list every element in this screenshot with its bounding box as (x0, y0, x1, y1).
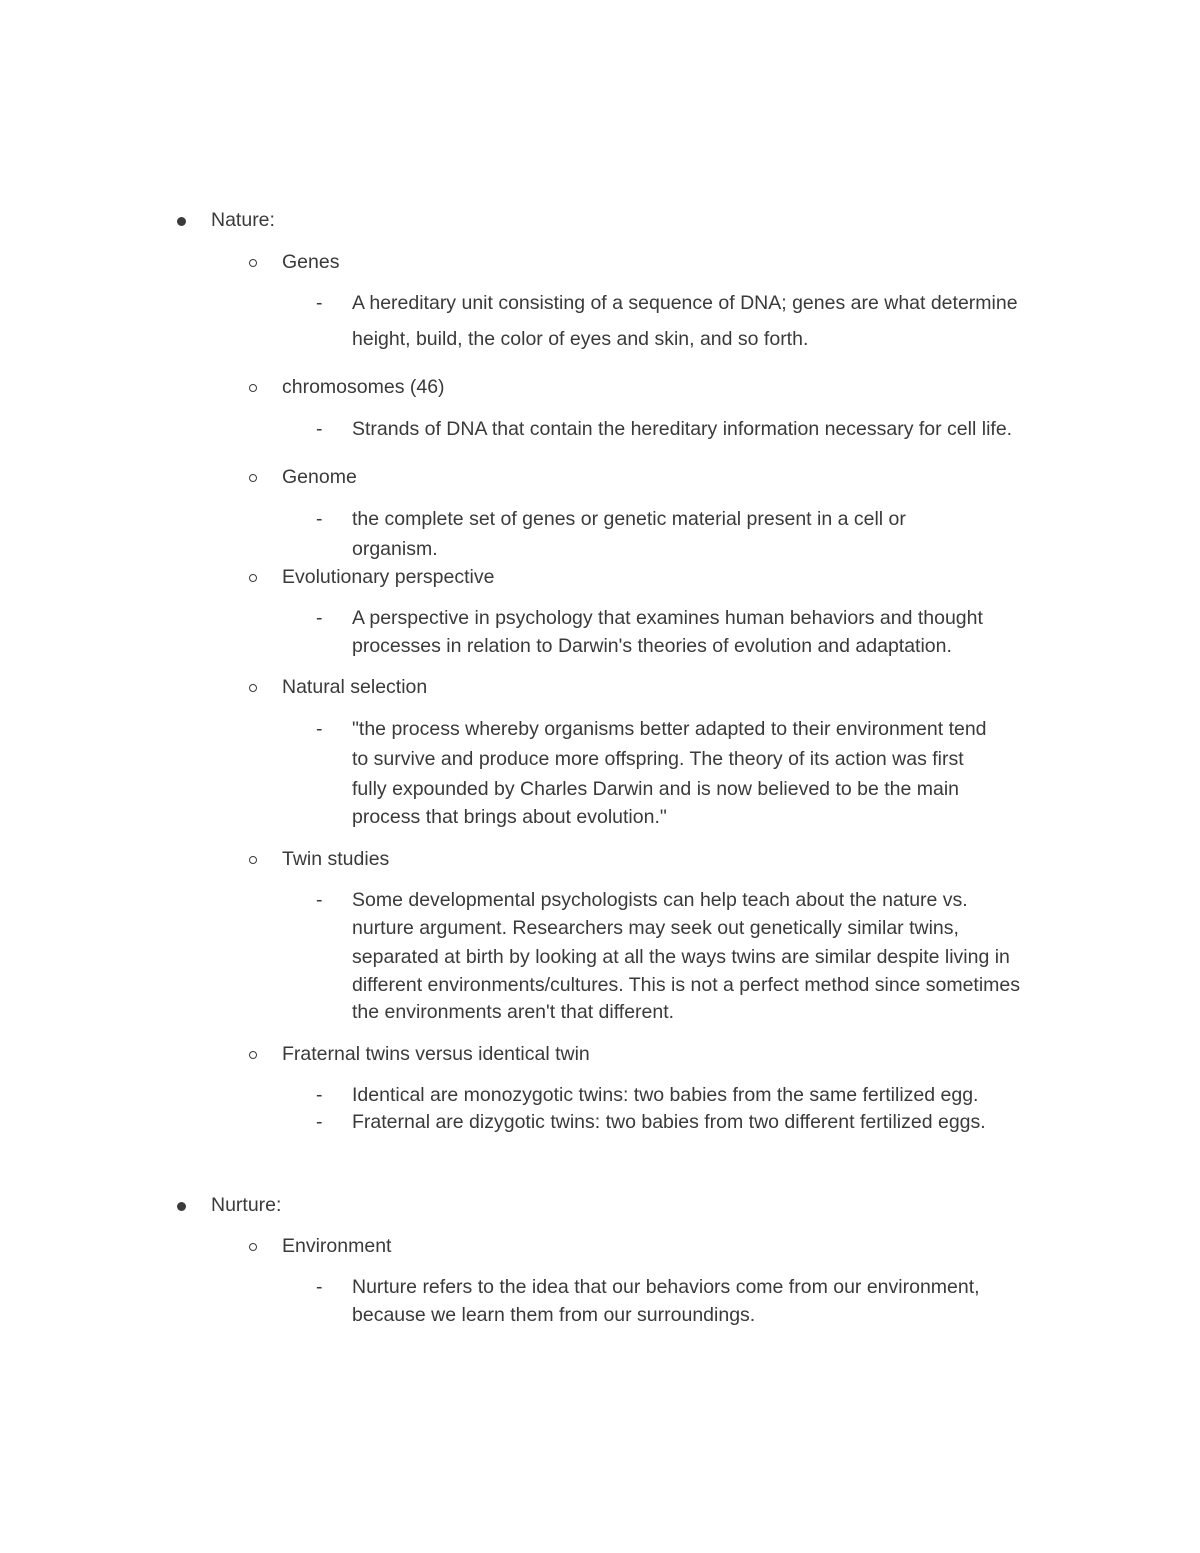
definition-line: Identical are monozygotic twins: two babies from the same fertilized egg. (352, 1084, 979, 1106)
level2-bullet-icon (249, 1051, 257, 1059)
level1-bullet-icon (177, 1202, 186, 1211)
definition-line: fully expounded by Charles Darwin and is now believed to be the main (352, 778, 960, 800)
term-environment: Environment (282, 1235, 392, 1257)
definition-line: Nurture refers to the idea that our behaviors come from our environment, (352, 1276, 980, 1298)
term-genome: Genome (282, 466, 357, 488)
term-fraternal-vs-identical: Fraternal twins versus identical twin (282, 1043, 590, 1065)
definition-line: separated at birth by looking at all the ways twins are similar despite living in (352, 946, 1010, 968)
dash-bullet-icon: - (316, 1276, 323, 1298)
level2-bullet-icon (249, 856, 257, 864)
level2-bullet-icon (249, 259, 257, 267)
dash-bullet-icon: - (316, 508, 323, 530)
level2-bullet-icon (249, 1243, 257, 1251)
dash-bullet-icon: - (316, 718, 323, 740)
definition-line: the environments aren't that different. (352, 1001, 675, 1023)
definition-line: processes in relation to Darwin's theories of evolution and adaptation. (352, 635, 952, 657)
definition-line: to survive and produce more offspring. The theory of its action was first (352, 748, 964, 770)
definition-line: height, build, the color of eyes and skin, and so forth. (352, 328, 809, 350)
dash-bullet-icon: - (316, 607, 323, 629)
level1-bullet-icon (177, 217, 186, 226)
dash-bullet-icon: - (316, 418, 323, 440)
term-genes: Genes (282, 251, 340, 273)
definition-line: different environments/cultures. This is not a perfect method since sometimes (352, 974, 1021, 996)
dash-bullet-icon: - (316, 292, 323, 314)
definition-line: A hereditary unit consisting of a sequence of DNA; genes are what determine (352, 292, 1018, 314)
definition-line: "the process whereby organisms better adapted to their environment tend (352, 718, 987, 740)
level2-bullet-icon (249, 574, 257, 582)
definition-line: Some developmental psychologists can help teach about the nature vs. (352, 889, 968, 911)
dash-bullet-icon: - (316, 889, 323, 911)
level2-bullet-icon (249, 384, 257, 392)
dash-bullet-icon: - (316, 1084, 323, 1106)
dash-bullet-icon: - (316, 1111, 323, 1133)
level2-bullet-icon (249, 684, 257, 692)
definition-line: nurture argument. Researchers may seek out genetically similar twins, (352, 917, 959, 939)
level2-bullet-icon (249, 474, 257, 482)
definition-line: A perspective in psychology that examines human behaviors and thought (352, 607, 983, 629)
definition-line: process that brings about evolution." (352, 806, 667, 828)
definition-line: the complete set of genes or genetic material present in a cell or (352, 508, 906, 530)
section-heading-nurture: Nurture: (211, 1194, 282, 1216)
definition-line: Strands of DNA that contain the hereditary information necessary for cell life. (352, 418, 1013, 440)
definition-line: Fraternal are dizygotic twins: two babies from two different fertilized eggs. (352, 1111, 986, 1133)
section-heading-nature: Nature: (211, 209, 275, 231)
term-natural-selection: Natural selection (282, 676, 428, 698)
term-twin-studies: Twin studies (282, 848, 390, 870)
term-chromosomes: chromosomes (46) (282, 376, 445, 398)
definition-line: because we learn them from our surroundings. (352, 1304, 756, 1326)
term-evolutionary-perspective: Evolutionary perspective (282, 566, 495, 588)
definition-line: organism. (352, 538, 438, 560)
